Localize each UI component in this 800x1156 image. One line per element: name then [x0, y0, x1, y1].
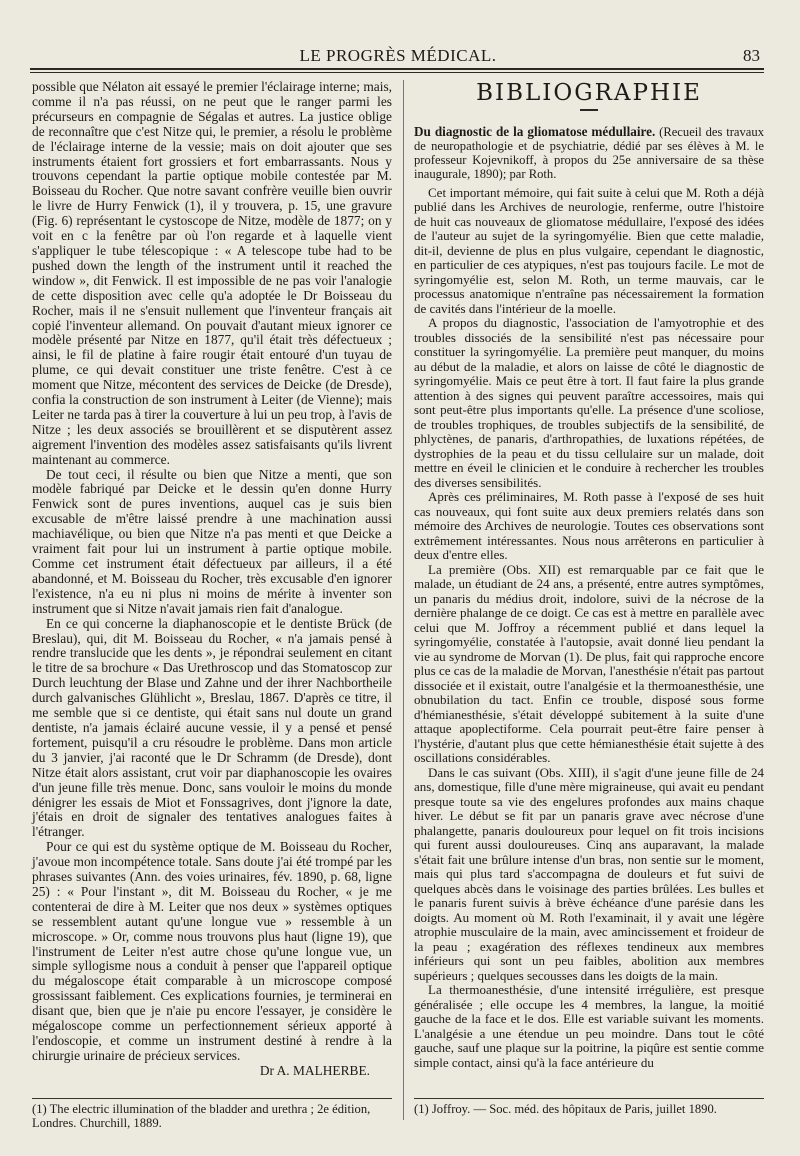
paragraph: Dans le cas suivant (Obs. XIII), il s'agit d'une jeune fille de 24 ans, domestique, fille d'une mère migraineuse, qui avait eu pendant presque toute sa vie des engelures profondes aux mains chaque hiver. Le début se fit par un panaris grave avec nécrose d'une phalangette, panaris douloureux pour lequel on fit trois incisions qui furent aussi douloureuses. Cinq ans auparavant, la malade s'était fait une brûlure intense d'un bras, non sentie sur le moment, mais qui plus tard s'accompagna de douleurs et fut suivi de quelques abcès dans le voisinage des parties brûlées. Les bulles et le panaris furent suivis à brève échéance d'une parésie dans les doigts. Au moment où M. Roth l'examinait, il y avait une légère atrophie musculaire de la main, avec amincissement et froideur de la peau ; exagération des réflexes tendineux aux membres inférieurs qui sont un peu faibles, abolition aux membres supérieurs ; quelques secousses dans les doigts de la main. [414, 764, 764, 983]
paragraph: La thermoanesthésie, d'une intensité irrégulière, est presque généralisée ; elle occupe les 4 membres, la langue, la moitié gauche de la face et le dos. Elle est variable suivant les moments. L'analgésie a une étendue un peu moindre. Dans tout le côté gauche, sauf une plaque sur la poitrine, la piqûre est sentie comme simple contact, ainsi qu'à la face antérieure du [414, 982, 764, 1070]
right-column [414, 80, 764, 1070]
section-title-dash [580, 109, 598, 111]
paragraph: Pour ce qui est du système optique de M. Boisseau du Rocher, j'avoue mon incompétence totale. Sans doute j'ai été trompé par les phrases suivantes (Ann. des voies urinaires, fév. 1890, p. 68, ligne 25) : « Pour l'instant », dit M. Boisseau du Rocher, « je me contenterai de dire à M. Leiter que nos deux » systèmes optiques se ressemblent autant qu'une longue vue » ressemble à un microscope. » Or, comme nous trouvons plus haut (ligne 19), que l'instrument de Leiter n'est autre chose qu'une longue vue, un simple syllogisme nous a conduit à penser que l'appareil optique du mégaloscope était comparable à un microscope composé grossissant faiblement. Ces explications fournies, je terminerai en disant que, bien que je n'aie pu encore l'essayer, je considère le mégaloscope comme un perfectionnement sérieux apporté à l'endoscopie, et comme un instrument destiné à rendre à la chirurgie urinaire de précieux services. [32, 839, 392, 1063]
paragraph: Cet important mémoire, qui fait suite à celui que M. Roth a déjà publié dans les Archives de neurologie, renferme, outre l'histoire de huit cas nouveaux de gliomatose médullaire, l'exposé des idées de l'auteur au sujet de la syringomyélie. Bien que cette maladie, dit-il, devienne de plus en plus vulgaire, cependant le diagnostic, en particulier de ces atypiques, n'est pas toujours facile. Le mot de syringomyélie est, selon M. Roth, un terme mauvais, car le processus anatomique n'entraîne pas nécessairement la formation de cavités dans l'intérieur de la moelle. [414, 184, 764, 316]
page-number: 83 [743, 46, 760, 65]
author-signature: Dr A. MALHERBE. [259, 1062, 370, 1078]
running-title: LE PROGRÈS MÉDICAL. [299, 46, 497, 65]
article-subtitle: (Recueil des travaux de neuropathologie et de psychiatrie, dédié par ses élèves à M. le professeur Kojevnikoff, à propos du 25e anniversaire de sa thèse inaugurale, 1890); par Roth. [414, 124, 764, 182]
paragraph: possible que Nélaton ait essayé le premier l'éclairage interne; mais, comme il n'a pas réussi, on ne peut que le ranger parmi les précurseurs en compagnie de Ségalas et autres. La justice oblige de reconnaître que c'est Nitze qui, le premier, a résolu le problème de l'éclairage interne de la vessie; mais on doit ajouter que ses instruments étaient fort grossiers et fort embarrassants. Nous y trouvons cependant la partie optique mobile contestée par M. Boisseau du Rocher. Que notre savant confrère veuille bien ouvrir le livre de Hurry Fenwick (1), il y trouvera, p. 15, une gravure (Fig. 6) représentant le cystoscope de Nitze, modèle de 1877; on y voit en c la fenêtre par où l'on regarde et à laquelle vient s'appliquer le tube télescopique : « A telescope tube had to be pushed down the length of the instrument until it reached the window », dit Fenwick. Il est impossible de ne pas voir l'analogie de cette disposition avec celle qu'a adoptée le Dr Boisseau du Rocher, mais il ne s'ensuit nullement que l'inventeur français ait copié l'inventeur allemand. On pouvait d'autant mieux ignorer ce modèle présenté par Nitze en 1877, qu'il était très défectueux ; ainsi, le fil de platine à faire rougir était entouré d'un tuyau de plume, ce qui devait constituer une triste fenêtre. C'est à ce moment que Nitze, mécontent des services de Deicke (de Dresde), confia la construction de son instrument à Leiter (de Vienne); mais Leiter ne tarda pas à tirer la couverture à lui un peu trop, à l'avis de Nitze ; les deux associés se brouillèrent et se disputèrent assez aigrement l'invention des modèles assez satisfaisants qu'ils livrent maintenant au commerce. [32, 79, 392, 467]
section-title: BIBLIOGRAPHIE [476, 80, 702, 106]
running-head [32, 46, 764, 66]
paragraph: De tout ceci, il résulte ou bien que Nitze a menti, que son modèle fabriqué par Deicke et le dessin qu'en donne Hurry Fenwick sont de pures inventions, auquel cas je suis bien excusable de m'être laissé prendre à une machination aussi machiavélique, ou bien que Nitze n'a pas menti et que Deicke a vraiment fait pour lui un instrument à partie optique mobile. Comme cet instrument était défectueux par ailleurs, il a été abandonné, et M. Boisseau du Rocher, très excusable d'en ignorer l'existence, n'a eu ni plus ni moins de mérite à inventer son instrument que si Nitze n'avait jamais rien fait d'analogue. [32, 466, 392, 616]
paragraph: La première (Obs. XII) est remarquable par ce fait que le malade, un étudiant de 24 ans, a présenté, entre autres symptômes, un panaris du médius droit, indolore, suivi de la nécrose de la dernière phalange de ce doigt. Ce cas est à mettre en parallèle avec celui que M. Joffroy a récemment publié et dans lequel la syringomyélie, constatée à l'autopsie, avait donné lieu pendant la vie au syndrome de Morvan (1). De plus, fait qui rapproche encore plus ce cas de la maladie de Morvan, l'anesthésie n'était pas partout dissociée et il existait, outre l'analgésie et la thermoanesthésie, une obnubilation du tact. Enfin ce trouble, disposé sous forme d'hémianesthésie, s'était développé subitement à la suite d'une attaque apoplectiforme. Cela pourrait peut-être faire penser à l'hystérie, d'autant plus que cette hémianesthésie était sujette à des oscillations considérables. [414, 561, 764, 766]
left-column [32, 80, 392, 1079]
paragraph: Après ces préliminaires, M. Roth passe à l'exposé de ses huit cas nouveaux, qui font suite aux deux premiers relatés dans son mémoire des Archives de neurologie. Toutes ces observations sont extrêmement intéressantes. Nous nous arrêterons en particulier à deux d'entre elles. [414, 489, 764, 563]
column-divider [403, 80, 404, 1120]
footnote-rule-left [32, 1098, 392, 1099]
footnote-right: (1) Joffroy. — Soc. méd. des hôpitaux de Paris, juillet 1890. [414, 1102, 717, 1116]
footnote-left: (1) The electric illumination of the bladder and urethra ; 2e édition, Londres. Churchill, 1889. [32, 1102, 371, 1130]
header-rule-thin [30, 72, 764, 73]
footnote-rule-right [414, 1098, 764, 1099]
paragraph: En ce qui concerne la diaphanoscopie et le dentiste Brück (de Breslau), qui, dit M. Boisseau du Rocher, « n'a jamais pensé à rendre translucide que les dents », je répondrai seulement en citant le titre de sa brochure « Das Urethroscop und das Stomatoscop zur Durch leuchtung der Blase und Zahne und der ihrer Nachbortheile durch galvanisches Glühlicht », Breslau, 1867. D'après ce titre, il me semble que si ce dentiste, qui était sans nul doute un grand dentiste, n'a jamais éclairé aucune vessie, il y a pensé et pensé fortement, puisqu'il a cru résoudre le problème. Dans mon article du 3 janvier, j'ai raconté que le Dr Schramm (de Dresde), dont Nitze était alors assistant, crut voir par diaphanoscopie les ovaires d'un jeune fille très menue. Donc, sans vouloir le moins du monde dénigrer les essais de Miot et Fonssagrives, dont j'ignore la date, j'étais en droit de signaler des tentatives analogues faites à l'étranger. [32, 615, 392, 840]
article-title: Du diagnostic de la gliomatose médullaire. [414, 123, 656, 139]
article-heading [414, 125, 764, 182]
paragraph: A propos du diagnostic, l'association de l'amyotrophie et des troubles dissociés de la sensibilité n'est pas nécessaire pour constituer la syringomyélie. La première peut manquer, du moins au début de la maladie, et alors on laisse de côté le diagnostic de syringomyélie. Mais ce peut être à tort. Il faut faire la plus grande attention à des signes qui peuvent paraître accessoires, mais qui sont peut-être plus importants qu'elle. La présence d'une scoliose, de troubles trophiques, de troubles subjectifs de la sensibilité, de phlyctènes, de panaris, d'arthropathies, de luxations répétées, de dystrophies de la peau et du tissu cellulaire sur un malade, doit mettre en éveil le clinicien et le conduire à rechercher les troubles des diverses sensibilités. [414, 315, 764, 490]
header-rule [30, 68, 764, 70]
